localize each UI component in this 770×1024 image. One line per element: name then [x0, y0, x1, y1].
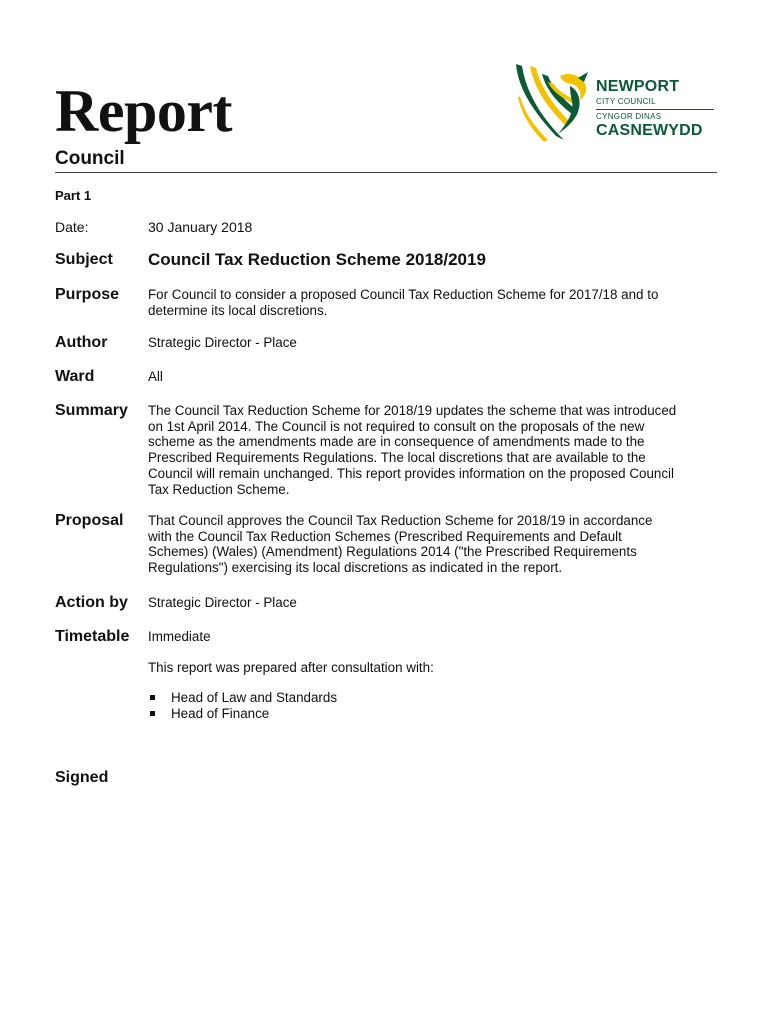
summary-line: Prescribed Requirements Regulations. The local discretions that are available to the [148, 450, 646, 466]
consultee-name: Head of Finance [171, 706, 270, 721]
action-by-value: Strategic Director - Place [148, 595, 297, 610]
purpose-line: For Council to consider a proposed Council Tax Reduction Scheme for 2017/18 and to [148, 287, 659, 302]
proposal-line: That Council approves the Council Tax Reduction Scheme for 2018/19 in accordance [148, 513, 653, 528]
summary-line: The Council Tax Reduction Scheme for 2018/19 updates the scheme that was introduced [148, 403, 677, 418]
purpose-label: Purpose [55, 286, 120, 303]
ward-value: All [148, 369, 163, 384]
proposal-label: Proposal [55, 512, 124, 529]
summary-label: Summary [55, 402, 128, 419]
council-subtitle: Council [55, 148, 125, 169]
report-title: Report [55, 78, 232, 144]
purpose-value [148, 287, 718, 318]
date-value: 30 January 2018 [148, 219, 253, 235]
part-label: Part 1 [55, 188, 92, 203]
summary-value [148, 403, 718, 497]
ward-label: Ward [55, 368, 95, 385]
logo-text-city-council: CITY COUNCIL [596, 97, 656, 106]
list-item [148, 706, 337, 722]
logo-text-cyngor-dinas: CYNGOR DINAS [596, 112, 662, 121]
summary-line: on 1st April 2014. The Council is not required to consult on the proposals of the new [148, 418, 645, 434]
consultation-list [148, 690, 337, 722]
purpose-line: determine its local discretions. [148, 302, 328, 318]
timetable-value: Immediate [148, 629, 211, 644]
dragon-logo-icon [508, 56, 598, 148]
subject-value: Council Tax Reduction Scheme 2018/2019 [148, 250, 486, 269]
proposal-line: Regulations") exercising its local discretions as indicated in the report. [148, 560, 563, 576]
summary-line: Council will remain unchanged. This report provides information on the proposed Council [148, 465, 674, 481]
logo-divider [596, 109, 714, 110]
logo-text-newport: NEWPORT [596, 78, 680, 95]
proposal-value [148, 513, 718, 576]
consultation-intro: This report was prepared after consultation with: [148, 660, 434, 675]
logo-text-casnewydd: CASNEWYDD [596, 122, 703, 139]
list-item [148, 690, 337, 706]
summary-line: Tax Reduction Scheme. [148, 481, 290, 497]
author-value: Strategic Director - Place [148, 335, 297, 350]
header-divider [55, 172, 717, 173]
date-label: Date: [55, 219, 89, 235]
signed-label: Signed [55, 769, 109, 786]
square-bullet-icon [150, 711, 155, 716]
proposal-line: with the Council Tax Reduction Schemes (Prescribed Requirements and Default [148, 528, 622, 544]
action-by-label: Action by [55, 594, 128, 611]
summary-line: scheme as the amendments made are in consequence of amendments made to the [148, 434, 645, 450]
consultee-name: Head of Law and Standards [171, 690, 338, 705]
subject-label: Subject [55, 251, 113, 268]
proposal-line: Schemes) (Wales) (Amendment) Regulations 2014 ("the Prescribed Requirements [148, 544, 637, 560]
timetable-label: Timetable [55, 628, 130, 645]
author-label: Author [55, 334, 108, 351]
square-bullet-icon [150, 695, 155, 700]
